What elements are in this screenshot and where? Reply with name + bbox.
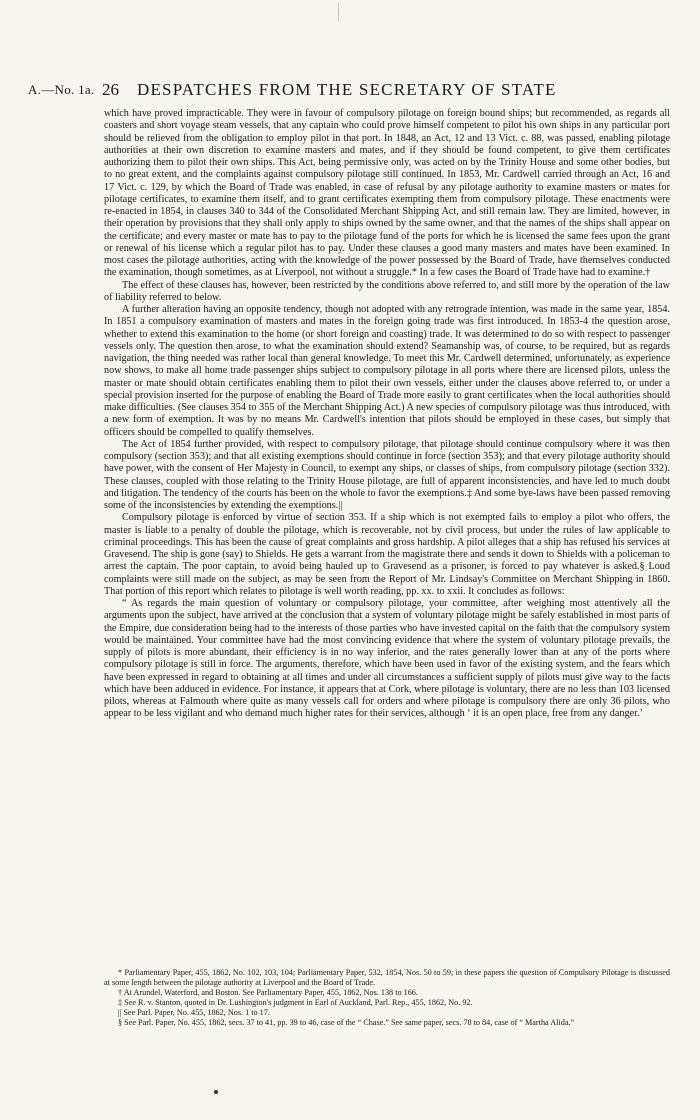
margin-mark bbox=[338, 2, 339, 22]
page-number: 26 bbox=[102, 80, 119, 99]
paragraph-enforcement: Compulsory pilotage is enforced by virtue of section 353. If a ship which is not exempted fails to employ a pilot who offers, the master is liable to a penalty of double the pilotage, which is recoverable, not by civil process, but under the rules of law applicable to criminal proceedings. This has been the cause of great complaints and gross hardship. A pilot alleges that a ship has refused his services at Gravesend. The ship is gone (say) to Shields. He gets a warrant from the magistrate there and sends it down to Shields with a policeman to arrest the captain. The poor captain, to avoid being hauled up to Gravesend as a prisoner, is forced to pay whatever is asked.§ Loud complaints were still made on the subject, as may be seen from the Report of Mr. Lindsay's Committee on Merchant Shipping in 1860. That portion of this report which relates to pilotage is well worth reading, pp. xx. to xxii. It concludes as follows: bbox=[104, 512, 670, 597]
footnote-parallel: || See Parl. Paper, No. 455, 1862, Nos. 1 to 17. bbox=[118, 1008, 270, 1017]
footnote-dagger: † At Arundel, Waterford, and Boston. See Parliamentary Paper, 455, 1862, Nos. 138 to 166. bbox=[118, 988, 418, 997]
main-text bbox=[104, 108, 670, 721]
document-reference: A.—No. 1a. bbox=[28, 82, 95, 97]
footnote-section: § See Parl. Paper, No. 455, 1862, secs. 37 to 41, pp. 39 to 46, case of the “ Chase.” See same paper, secs. 78 to 84, case of “ Martha Alida.” bbox=[118, 1018, 575, 1027]
footnotes bbox=[104, 968, 670, 1028]
ink-speck bbox=[214, 1090, 218, 1094]
page-header bbox=[0, 80, 700, 104]
paragraph-act-of-1854: The Act of 1854 further provided, with respect to compulsory pilotage, that pilotage should continue compulsory where it was then compulsory (section 353); and that all existing exemptions should continue in force (section 353); and that every pilotage authority should have power, with the consent of Her Majesty in Council, to exempt any ships, or classes of ships, from compulsory pilotage (section 332). These clauses, coupled with those relating to the Trinity House pilotage, are full of apparent inconsistencies, and have led to much doubt and litigation. The tendency of the courts has been on the whole to favor the exemptions.‡ And some bye-laws have been passed removing some of the inconsistencies by extending the exemptions.|| bbox=[104, 438, 670, 511]
running-title: DESPATCHES FROM THE SECRETARY OF STATE bbox=[137, 80, 557, 99]
paragraph-effect-of-clauses: The effect of these clauses has, however, been restricted by the conditions above referred to, and still more by the operation of the law of liability referred to below. bbox=[104, 279, 670, 303]
footnote-asterisk: * Parliamentary Paper, 455, 1862, No. 102, 103, 104; Parliamentary Paper, 532, 1854, Nos. 50 to 59; in these papers the question of Compulsory Pilotage is discussed at some length between the pilotage authority at Liverpool and the Board of Trade. bbox=[104, 968, 670, 987]
committee-quotation: “ As regards the main question of voluntary or compulsory pilotage, your committee, after weighing most attentively all the arguments upon the subject, have arrived at the conclusion that a system of voluntary pilotage might be safely established in most parts of the Empire, due consideration being had to the interests of those parties who have invested capital on the faith that the compulsory system would be maintained. Your committee have had the most convincing evidence that where the system of voluntary pilotage prevails, the supply of pilots is more abundant, their efficiency is in no way inferior, and the rates generally lower than at any of the ports where compulsory pilotage is still in force. The arguments, therefore, which have been used in favor of the existing system, and the fears which have been expressed in regard to obtaining at all times and under all circumstances a sufficient supply of pilots must give way to the facts which have been adduced in evidence. For instance, it appears that at Cork, where pilotage is voluntary, there are no less than 103 licensed pilots, whereas at Falmouth where quite as many vessels call for orders and where pilotage is compulsory there are only 36 pilots, who appear to be less vigilant and who demand much higher rates for their services, although ‘ it is an open place, free from any danger.’ bbox=[104, 598, 670, 720]
paragraph-pilotage-acts: which have proved impracticable. They were in favour of compulsory pilotage on foreign bound ships; but recommended, as regards all coasters and short voyage steam vessels, that any captain who could prove himself competent to pilot his own ships in any particular port should be relieved from the obligation to employ pilot in that port. In 1848, an Act, 12 and 13 Vict. c. 88, was passed, enabling pilotage authorities at their own discretion to examine masters and mates, and if they should be found competent, to give them certificates authorizing them to pilot their own ships. This Act, being permissive only, was acted on by the Trinity House and some other bodies, but to no great extent, and the complaints against compulsory pilotage still continued. In 1853, Mr. Cardwell carried through an Act, 16 and 17 Vict. c. 129, by which the Board of Trade was enabled, in case of refusal by any pilotage authority to examine masters or mates for pilotage certificates, to examine them itself, and to grant certificates exempting them from compulsory pilotage. These enactments were re-enacted in 1854, in clauses 340 to 344 of the Consolidated Merchant Shipping Act, and still remain law. They are limited, however, in their operation by provisions that they shall only apply to ships owned by the same owner, and that the names of the ships shall appear on the certificate; and every master or mate has to pay to the pilotage fund of the ports for which he is licensed the same fees upon the grant or renewal of his license which a regular pilot has to pay. Under these clauses a good many masters and mates have been examined. In most cases the pilotage authorities, acting with the knowledge of the power possessed by the Board of Trade, have themselves conducted the examination, though sometimes, as at Liverpool, not without a struggle.* In a few cases the Board of Trade have had to examine.† bbox=[104, 108, 670, 279]
footnote-double-dagger: ‡ See R. v. Stanton, quoted in Dr. Lushington's judgment in Earl of Auckland, Parl. Rep., 455, 1862, No. 92. bbox=[118, 998, 473, 1007]
paragraph-further-alteration: A further alteration having an opposite tendency, though not adopted with any retrograde intention, was made in the same year, 1854. In 1851 a compulsory examination of masters and mates in the foreign going trade was first introduced. In 1853-4 the question arose, whether to extend this examination to the home (or short foreign and coasting) trade. It was determined to do so with respect to passenger vessels only. The question then arose, to what the examination should extend? Seamanship was, of course, to be required, but as regards navigation, the thing needed was rather local than general knowledge. To meet this Mr. Cardwell determined, unfortunately, as experience now shows, to make all home trade passenger ships subject to compulsory pilotage in all ports where there are licensed pilots, unless the master or mate should obtain certificates enabling them to pilot their own vessels, either under the clauses above referred to, or under a special provision inserted for the purpose of enabling the Board of Trade more easily to grant certificates when the local authorities should make difficulties. (See clauses 354 to 355 of the Merchant Shipping Act.) A new species of compulsory pilotage was thus introduced, with a new form of exemption. It was by no means Mr. Cardwell's intention that pilots should be employed in these cases, but simply that officers should be compelled to qualify themselves. bbox=[104, 304, 670, 438]
